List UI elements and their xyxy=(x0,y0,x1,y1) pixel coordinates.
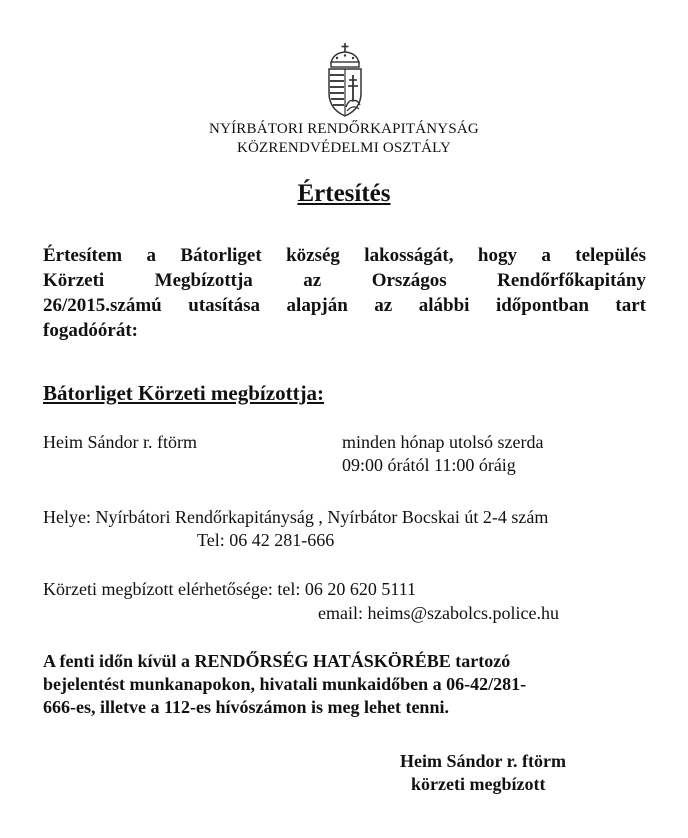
contact-email: email: heims@szabolcs.police.hu xyxy=(318,603,560,623)
closing-line: A fenti időn kívül a RENDŐRSÉG HATÁSKÖRÉBE tartozó xyxy=(43,651,511,671)
section-heading: Bátorliget Körzeti megbízottja: xyxy=(43,381,325,405)
officer-name: Heim Sándor r. ftörm xyxy=(43,432,197,452)
hungarian-coat-of-arms-icon xyxy=(325,43,365,118)
intro-line: 26/2015.számú utasítása alapján az alábbi időpontban tart xyxy=(43,295,646,316)
signature-name: Heim Sándor r. ftörm xyxy=(400,751,566,771)
intro-paragraph xyxy=(43,243,646,343)
closing-paragraph xyxy=(43,650,645,719)
org-name-line2: KÖZRENDVÉDELMI OSZTÁLY xyxy=(236,140,452,156)
location-address: Helye: Nyírbátori Rendőrkapitányság , Nyírbátor Bocskai út 2-4 szám xyxy=(43,507,549,527)
intro-line: fogadóórát: xyxy=(43,320,138,341)
schedule-time: 09:00 órától 11:00 óráig xyxy=(342,455,516,475)
closing-line: 666-es, illetve a 112-es hívószámon is meg lehet tenni. xyxy=(43,697,449,717)
signature-role: körzeti megbízott xyxy=(411,774,546,794)
intro-line: Körzeti Megbízottja az Országos Rendőrfőkapitány xyxy=(43,270,646,291)
schedule-day: minden hónap utolsó szerda xyxy=(342,432,544,452)
org-name-line1: NYÍRBÁTORI RENDŐRKAPITÁNYSÁG xyxy=(209,121,479,137)
document-title: Értesítés xyxy=(297,180,391,207)
location-phone: Tel: 06 42 281-666 xyxy=(197,530,335,550)
intro-line: Értesítem a Bátorliget község lakosságát, hogy a település xyxy=(43,245,646,266)
closing-line: bejelentést munkanapokon, hivatali munkaidőben a 06-42/281- xyxy=(43,674,527,694)
contact-phone: Körzeti megbízott elérhetősége: tel: 06 20 620 5111 xyxy=(43,579,417,599)
